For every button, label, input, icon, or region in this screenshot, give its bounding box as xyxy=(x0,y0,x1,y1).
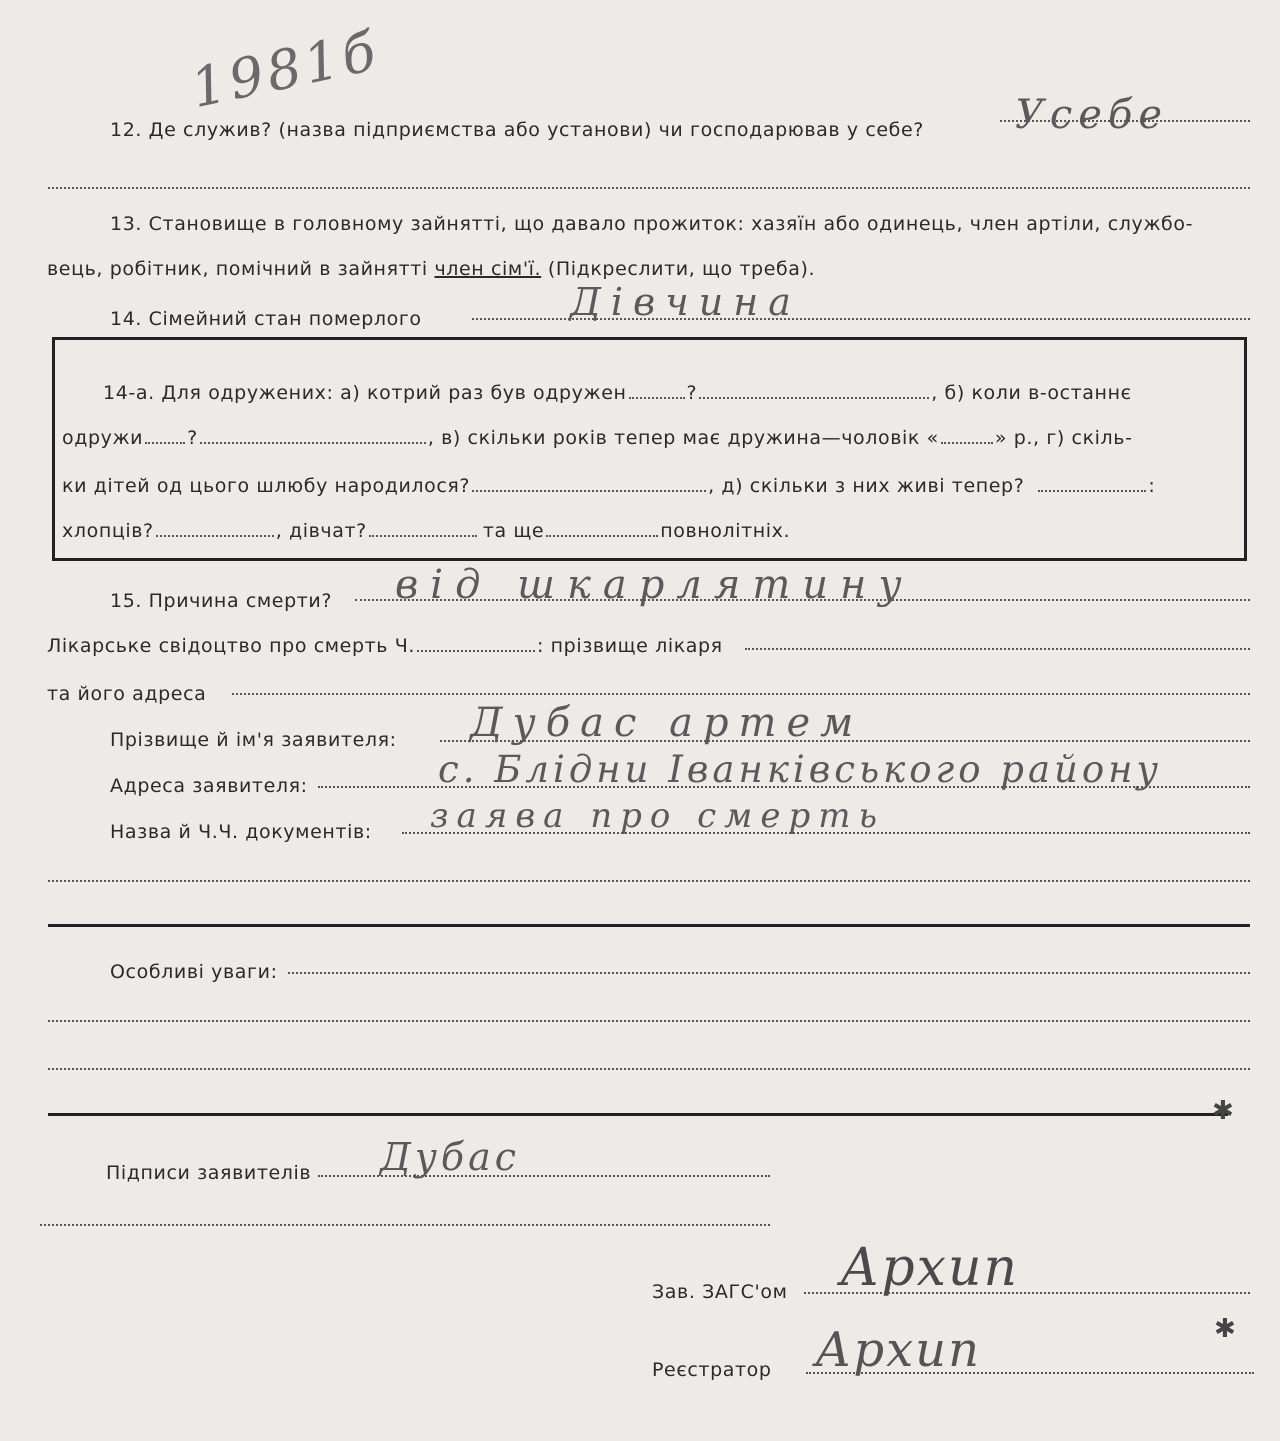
applicant-address: с. Блідни Іванківського району xyxy=(438,748,1162,791)
q13-line2-end: (Підкреслити, що треба). xyxy=(541,258,816,280)
documents-extra-line xyxy=(48,880,1250,882)
q15-answer: від шкарлятину xyxy=(395,562,914,608)
notes-line-3 xyxy=(48,1068,1250,1070)
applicant-name: Дубас артем xyxy=(470,700,864,746)
q14-label: 14. Сімейний стан померлого xyxy=(110,308,422,330)
documents-label: Назва й Ч.Ч. документів: xyxy=(110,821,372,843)
medical-certificate-number-field xyxy=(417,636,535,652)
corner-number: 1981б xyxy=(185,18,385,121)
doctor-name-line xyxy=(745,648,1250,650)
q14a-children-alive-label: , д) скільки з них живі тепер? xyxy=(708,475,1025,497)
applicant-address-label: Адреса заявителя: xyxy=(110,775,308,797)
q14a-boys-field xyxy=(156,521,274,537)
q14a-married-field-2 xyxy=(200,428,426,444)
q12-label: 12. Де служив? (назва підприємства або установи) чи господарював у себе? xyxy=(110,119,924,141)
doctor-address-label: та його адреса xyxy=(47,683,207,705)
punch-mark-icon: ✱ xyxy=(1212,1096,1234,1126)
notes-label: Особливі уваги: xyxy=(110,961,278,983)
medical-certificate-label: Лікарське свідоцтво про смерть Ч. xyxy=(47,635,415,657)
q14-answer: Дівчина xyxy=(570,280,801,324)
punch-mark-icon-2: ✱ xyxy=(1214,1314,1236,1344)
q14a-children-alive-field xyxy=(1038,476,1146,492)
q14a-q2: ? xyxy=(187,427,198,449)
q14a-children-born-label: ки дітей од цього шлюбу народилося? xyxy=(62,475,471,497)
doctor-name-label: : прізвище лікаря xyxy=(537,635,723,657)
q14a-marriage-count-field xyxy=(629,383,685,399)
q14a-girls-label: , дівчат? xyxy=(275,520,367,542)
q14a-married-label: одружи xyxy=(62,427,144,449)
section-divider-1 xyxy=(48,924,1250,927)
applicant-name-label: Прізвище й ім'я заявителя: xyxy=(110,729,397,751)
documents-answer: заява про смерть xyxy=(430,796,886,836)
q14a-line2 xyxy=(62,426,1133,450)
q14a-q1: ? xyxy=(686,382,698,404)
doctor-address-line xyxy=(232,693,1250,695)
q14a-adults-label: повнолітніх. xyxy=(660,520,791,542)
signatures-line-2 xyxy=(40,1224,770,1226)
q14a-girls-field xyxy=(369,521,477,537)
registrar-label: Реєстратор xyxy=(652,1359,772,1381)
q14a-line4 xyxy=(62,519,790,543)
q14a-spouse-age-field xyxy=(941,428,993,444)
q13-line2 xyxy=(47,257,815,281)
head-label: Зав. ЗАГС'ом xyxy=(652,1281,788,1303)
q14a-marriage-count-field-2 xyxy=(699,383,929,399)
q14a-line1 xyxy=(103,381,1132,405)
q13-line2-start: вець, робітник, помічний в зайнятті xyxy=(47,258,435,280)
q14a-boys-label: хлопців? xyxy=(62,520,154,542)
registrar-signature: Архип xyxy=(815,1322,981,1378)
q12-answer: Усебе xyxy=(1015,92,1169,138)
q15-label: 15. Причина смерти? xyxy=(110,590,333,612)
q14a-marriage-count-label: 14-а. Для одружених: а) котрий раз був одружен xyxy=(103,382,627,404)
q14a-children-born-field xyxy=(472,476,706,492)
section-divider-2 xyxy=(48,1113,1228,1116)
q13-family-member: член сім'ї. xyxy=(434,258,542,280)
notes-line-1 xyxy=(288,972,1250,974)
q14a-line3 xyxy=(62,474,1155,498)
q14a-spouse-age-label: , в) скільки років тепер має дружина—чоловік « xyxy=(427,427,939,449)
signatures-label: Підписи заявителів xyxy=(106,1162,312,1184)
applicant-signature: Дубас xyxy=(380,1135,521,1179)
q14a-children-label-start: » р., г) скіль- xyxy=(994,427,1133,449)
head-signature: Архип xyxy=(840,1238,1019,1298)
q14a-last-married-label: , б) коли в-останнє xyxy=(931,382,1132,404)
q12-extra-line xyxy=(48,187,1250,189)
q14a-also-label: та ще xyxy=(482,520,545,542)
q14a-adults-field xyxy=(546,521,658,537)
medical-certificate xyxy=(47,634,723,658)
notes-line-2 xyxy=(48,1020,1250,1022)
q13-line1: 13. Становище в головному зайнятті, що давало прожиток: хазяїн або одинець, член артіли, службо- xyxy=(110,213,1194,235)
q14a-colon: : xyxy=(1148,475,1156,497)
q14a-married-field xyxy=(145,428,185,444)
